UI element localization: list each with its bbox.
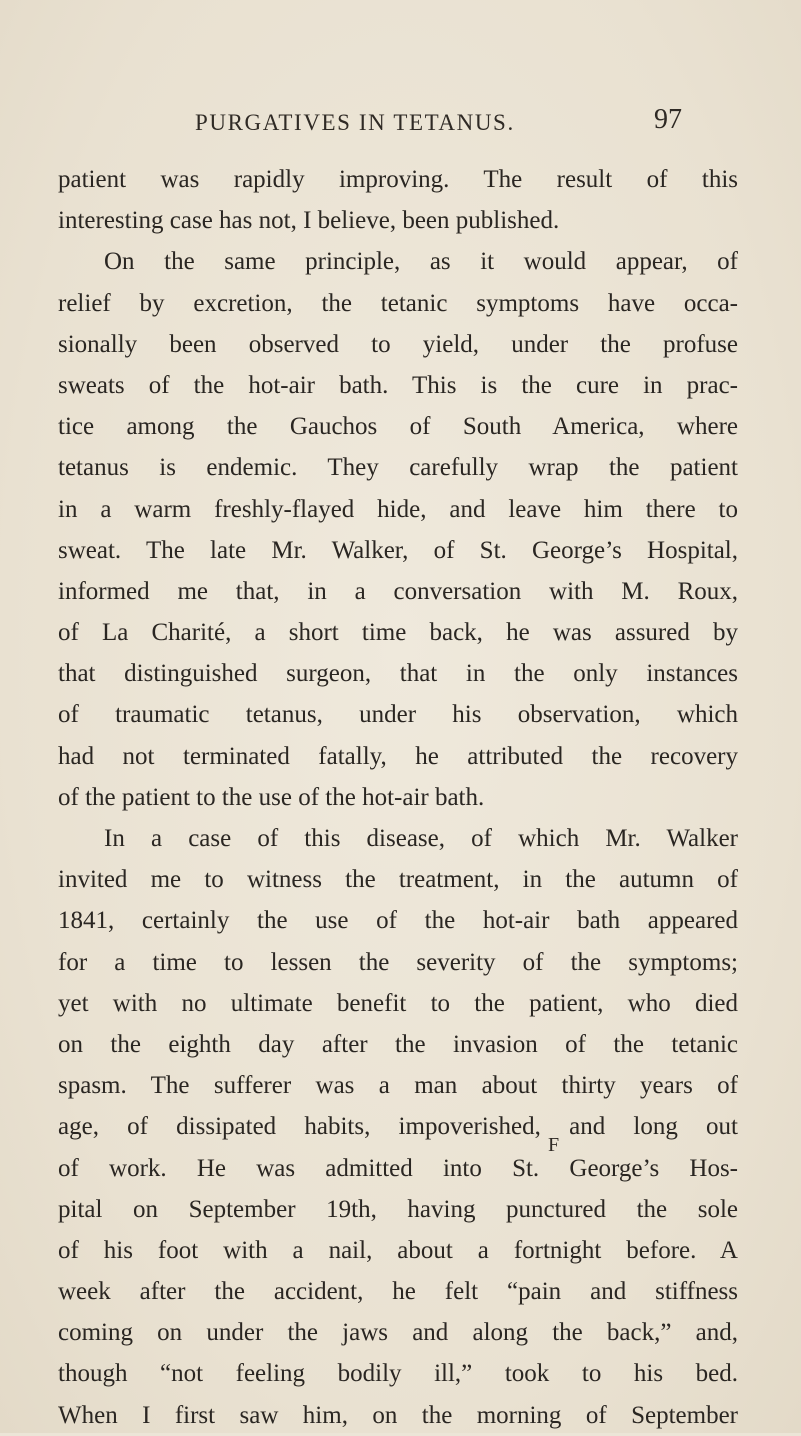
text-line: of his foot with a nail, about a fortnight before. A <box>58 1236 738 1264</box>
text-line: in a warm freshly-flayed hide, and leave him there to <box>58 495 738 523</box>
running-head: PURGATIVES IN TETANUS. <box>195 110 515 135</box>
page-number: 97 <box>654 104 682 135</box>
text-line: had not terminated fatally, he attributed the recovery <box>58 742 738 770</box>
text-line: sweat. The late Mr. Walker, of St. George’s Hospital, <box>58 536 738 564</box>
text-line: relief by excretion, the tetanic symptoms have occa- <box>58 289 738 317</box>
text-line: sweats of the hot-air bath. This is the cure in prac- <box>58 371 738 399</box>
text-line: though “not feeling bodily ill,” took to his bed. <box>58 1360 738 1388</box>
text-line: age, of dissipated habits, impoverished, and long out <box>58 1113 738 1141</box>
text-line: coming on under the jaws and along the back,” and, <box>58 1319 738 1347</box>
text-line: that distinguished surgeon, that in the only instances <box>58 660 738 688</box>
text-line: on the eighth day after the invasion of the tetanic <box>58 1030 738 1058</box>
text-line: pital on September 19th, having punctured the sole <box>58 1195 738 1223</box>
text-line: of work. He was admitted into St. George’s Hos- <box>58 1154 738 1182</box>
text-line: On the same principle, as it would appear, of <box>104 248 738 276</box>
text-line: spasm. The sufferer was a man about thirty years of <box>58 1072 738 1100</box>
text-line: of La Charité, a short time back, he was assured by <box>58 619 738 647</box>
text-line: week after the accident, he felt “pain and stiffness <box>58 1278 738 1306</box>
text-line: for a time to lessen the severity of the symptoms; <box>58 948 738 976</box>
text-line: tetanus is endemic. They carefully wrap the patient <box>58 454 738 482</box>
text-line: of the patient to the use of the hot-air bath. <box>58 783 485 811</box>
text-line: tice among the Gauchos of South America, where <box>58 413 738 441</box>
text-line: informed me that, in a conversation with M. Roux, <box>58 577 738 605</box>
text-line: sionally been observed to yield, under the profuse <box>58 330 738 358</box>
body-text <box>58 159 738 1436</box>
text-line: of traumatic tetanus, under his observation, which <box>58 701 738 729</box>
text-line: In a case of this disease, of which Mr. Walker <box>104 825 738 852</box>
text-line: yet with no ultimate benefit to the patient, who died <box>58 989 738 1017</box>
text-line: When I first saw him, on the morning of September <box>58 1401 738 1429</box>
signature-mark: F <box>548 1134 560 1156</box>
text-line: patient was rapidly improving. The result of this <box>58 166 738 193</box>
text-line: 1841, certainly the use of the hot-air bath appeared <box>58 907 738 935</box>
text-line: invited me to witness the treatment, in the autumn of <box>58 866 738 894</box>
text-line: interesting case has not, I believe, been published. <box>58 207 560 235</box>
